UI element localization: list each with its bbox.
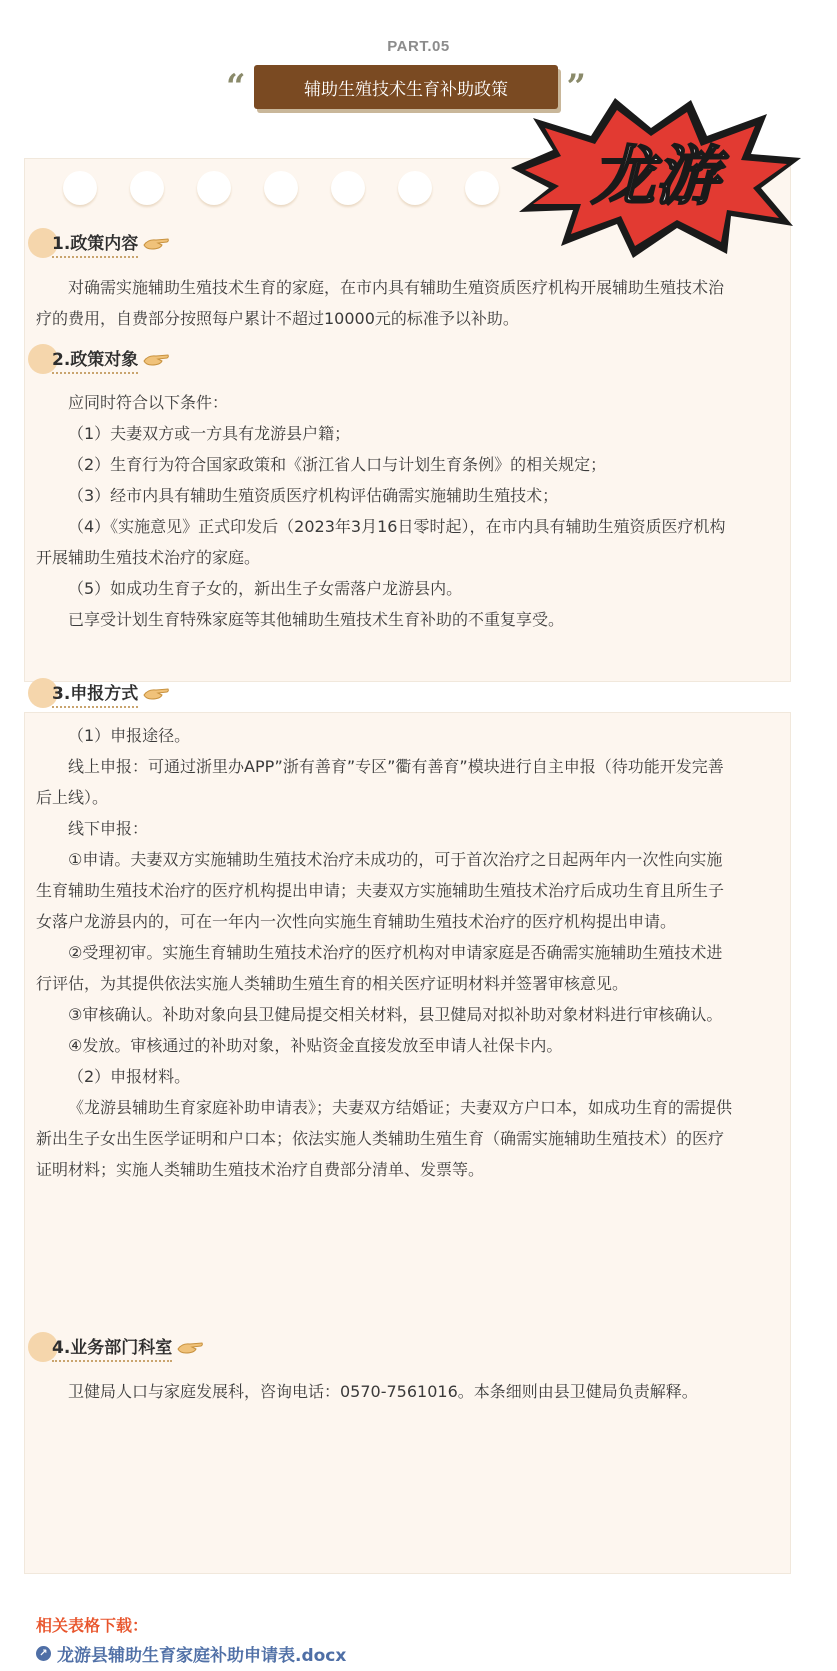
- tab-circle: [331, 171, 365, 205]
- tab-circle: [130, 171, 164, 205]
- notebook-tabs: [63, 171, 499, 205]
- section-2-body: [36, 387, 736, 635]
- heading-text: 3.申报方式: [52, 679, 138, 708]
- paragraph: （4）《实施意见》正式印发后（2023年3月16日零时起），在市内具有辅助生殖资质医疗机构开展辅助生殖技术治疗的家庭。: [36, 517, 726, 567]
- paragraph: ③审核确认。补助对象向县卫健局提交相关材料，县卫健局对拟补助对象材料进行审核确认。: [68, 1005, 723, 1024]
- section-heading-2: [28, 342, 170, 376]
- paragraph: 《龙游县辅助生育家庭补助申请表》；夫妻双方结婚证；夫妻双方户口本，如成功生育的需提供新出生子女出生医学证明和户口本；依法实施人类辅助生殖生育（确需实施辅助生殖技术）的医疗证明材料；实施人类辅助生殖技术治疗自费部分清单、发票等。: [36, 1098, 733, 1179]
- paragraph: 线上申报：可通过浙里办APP”浙有善育”专区”衢有善育”模块进行自主申报（待功能开发完善后上线）。: [36, 757, 724, 807]
- paragraph: （1）夫妻双方或一方具有龙游县户籍；: [68, 424, 351, 443]
- tab-circle: [63, 171, 97, 205]
- paragraph: ④发放。审核通过的补助对象，补贴资金直接发放至申请人社保卡内。: [68, 1036, 563, 1055]
- quote-left-icon: “: [226, 67, 246, 107]
- paragraph: 线下申报：: [68, 819, 149, 838]
- tab-circle: [398, 171, 432, 205]
- pointing-hand-icon: [142, 683, 170, 703]
- paragraph: 已享受计划生育特殊家庭等其他辅助生殖技术生育补助的不重复享受。: [68, 610, 565, 629]
- pointing-hand-icon: [142, 349, 170, 369]
- paragraph: 应同时符合以下条件：: [68, 393, 229, 412]
- heading-text: 1.政策内容: [52, 229, 138, 258]
- heading-text: 4.业务部门科室: [52, 1333, 172, 1362]
- pointing-hand-icon: [142, 233, 170, 253]
- paragraph: （2）生育行为符合国家政策和《浙江省人口与计划生育条例》的相关规定；: [68, 455, 607, 474]
- download-title: 相关表格下载：: [36, 1616, 149, 1635]
- section-1-body: 对确需实施辅助生殖技术生育的家庭，在市内具有辅助生殖资质医疗机构开展辅助生殖技术治疗的费用，自费部分按照每户累计不超过10000元的标准予以补助。: [36, 278, 725, 328]
- section-heading-3: [28, 676, 170, 710]
- paragraph: ②受理初审。实施生育辅助生殖技术治疗的医疗机构对申请家庭是否确需实施辅助生殖技术进行评估，为其提供依法实施人类辅助生殖生育的相关医疗证明材料并签署审核意见。: [36, 943, 723, 993]
- tab-circle: [197, 171, 231, 205]
- quote-right-icon: ”: [566, 67, 586, 107]
- page-title: 辅助生殖技术生育补助政策: [254, 65, 558, 109]
- section-4-body: 卫健局人口与家庭发展科，咨询电话：0570-7561016。本条细则由县卫健局负责解释。: [68, 1382, 698, 1401]
- attachment-icon: ↗: [36, 1646, 51, 1661]
- section-3-body: [36, 720, 736, 1185]
- paragraph: （5）如成功生育子女的，新出生子女需落户龙游县内。: [68, 579, 463, 598]
- badge-text: 龙游: [591, 140, 719, 214]
- heading-text: 2.政策对象: [52, 345, 138, 374]
- paragraph: （2）申报材料。: [68, 1067, 191, 1086]
- paragraph: ①申请。夫妻双方实施辅助生殖技术治疗未成功的，可于首次治疗之日起两年内一次性向实施生育辅助生殖技术治疗的医疗机构提出申请；夫妻双方实施辅助生殖技术治疗后成功生育且所生子女落户龙游县内的，可在一年内一次性向实施生育辅助生殖技术治疗的医疗机构提出申请。: [36, 850, 725, 931]
- paragraph: （1）申报途径。: [68, 726, 191, 745]
- tab-circle: [264, 171, 298, 205]
- section-heading-4: [28, 1330, 204, 1364]
- download-file-name[interactable]: 龙游县辅助生育家庭补助申请表.docx: [57, 1646, 347, 1666]
- part-label: PART.05: [387, 38, 450, 55]
- tab-circle: [465, 171, 499, 205]
- pointing-hand-icon: [176, 1337, 204, 1357]
- section-heading-1: [28, 226, 170, 260]
- paragraph: （3）经市内具有辅助生殖资质医疗机构评估确需实施辅助生殖技术；: [68, 486, 559, 505]
- longyou-badge: [505, 92, 805, 260]
- download-link[interactable]: [36, 1641, 346, 1666]
